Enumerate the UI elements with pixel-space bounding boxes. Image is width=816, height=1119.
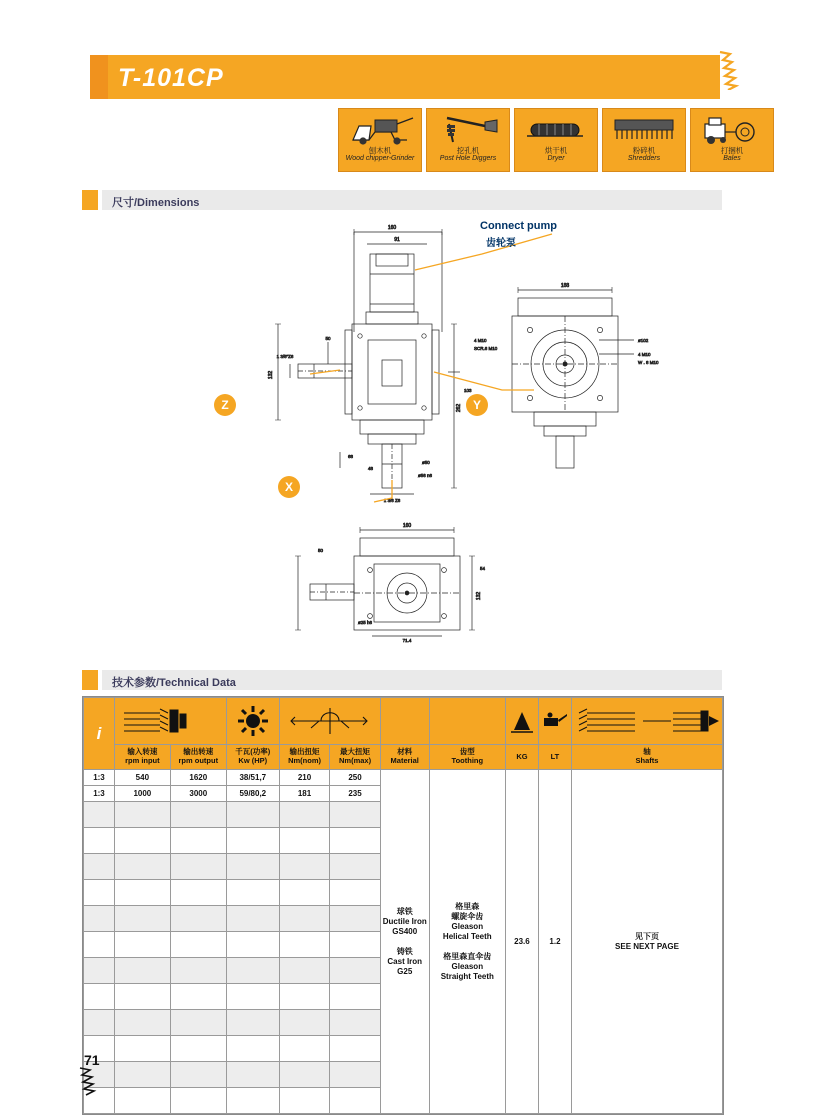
header-toothing-en: Toothing bbox=[451, 756, 484, 765]
title-accent-block bbox=[90, 55, 108, 99]
toothing-line-6: Gleason bbox=[451, 961, 484, 971]
shaft-badge-y: Y bbox=[466, 394, 488, 416]
svg-text:262: 262 bbox=[456, 403, 462, 413]
material-line-1: 球铁 bbox=[396, 906, 413, 916]
svg-text:71.4: 71.4 bbox=[402, 638, 412, 643]
application-label-en-0: Wood chipper-Grinder bbox=[345, 155, 415, 162]
svg-text:160: 160 bbox=[402, 523, 412, 529]
row-1-torque-nom: 181 bbox=[279, 786, 330, 802]
application-label-cn-1: 挖孔机 bbox=[456, 146, 480, 155]
application-label-cn-0: 刨木机 bbox=[368, 146, 392, 155]
speed-icon-cell bbox=[114, 698, 226, 745]
svg-text:50: 50 bbox=[318, 548, 324, 553]
model-title-bar bbox=[90, 55, 720, 99]
section-label-technical: 技术参数/Technical Data bbox=[112, 677, 236, 689]
table-label-header-row bbox=[84, 745, 723, 770]
info-symbol-cell: i bbox=[84, 698, 115, 770]
shafts-note-cn: 见下页 bbox=[634, 931, 659, 941]
material-line-4: 铸铁 bbox=[396, 946, 413, 956]
section-header-dimensions bbox=[82, 190, 722, 210]
row-1-rpm-output: 3000 bbox=[170, 786, 226, 802]
post-hole-digger-icon bbox=[427, 112, 509, 146]
header-power-en: Kw (HP) bbox=[238, 756, 268, 765]
svg-text:ø25 h6: ø25 h6 bbox=[358, 620, 373, 625]
svg-text:ø56 n6: ø56 n6 bbox=[418, 473, 433, 478]
header-power-cn: 千瓦(功率) bbox=[235, 747, 271, 757]
section-header-technical-data bbox=[82, 670, 722, 690]
header-torque-nom bbox=[279, 745, 330, 770]
svg-text:54: 54 bbox=[480, 566, 486, 571]
oil-icon-cell bbox=[538, 698, 571, 745]
svg-text:50: 50 bbox=[325, 336, 331, 341]
application-label-en-1: Post Hole Diggers bbox=[439, 155, 497, 162]
row-0-torque-max: 250 bbox=[330, 770, 381, 786]
shafts-cell bbox=[571, 770, 722, 1114]
svg-text:1 3/8 Z6: 1 3/8 Z6 bbox=[383, 498, 401, 503]
toothing-line-1: 格里森 bbox=[455, 901, 480, 911]
header-toothing bbox=[429, 745, 505, 770]
callout-connect-pump-en: Connect pump bbox=[480, 220, 557, 232]
shredder-icon bbox=[603, 112, 685, 146]
oil-capacity-cell: 1.2 bbox=[538, 770, 571, 1114]
toothing-line-4: Helical Teeth bbox=[442, 931, 492, 941]
toothing-line-5: 格里森直伞齿 bbox=[443, 951, 492, 961]
technical-data-table bbox=[83, 697, 723, 1114]
svg-text:W . 8 M10: W . 8 M10 bbox=[638, 360, 659, 365]
material-cell bbox=[380, 770, 429, 1114]
shaft-badge-x: X bbox=[278, 476, 300, 498]
header-torque-max bbox=[330, 745, 381, 770]
application-label-en-4: Bales bbox=[723, 155, 741, 162]
page-title: T-101CP bbox=[118, 64, 224, 92]
row-1-power: 59/80,2 bbox=[226, 786, 279, 802]
svg-text:160: 160 bbox=[387, 225, 397, 231]
material-line-2: Ductile Iron bbox=[382, 916, 427, 926]
header-shafts-cn: 轴 bbox=[643, 747, 651, 757]
toothing-icon-cell bbox=[429, 698, 505, 745]
row-1-torque-max: 235 bbox=[330, 786, 381, 802]
shaft-badge-z: Z bbox=[214, 394, 236, 416]
section-marker-technical bbox=[82, 670, 98, 690]
toothing-line-7: Straight Teeth bbox=[440, 971, 494, 981]
application-card-4 bbox=[690, 108, 774, 172]
svg-text:68: 68 bbox=[348, 454, 354, 459]
material-icon-cell bbox=[380, 698, 429, 745]
footer-saw-decoration-icon bbox=[78, 1066, 112, 1096]
svg-text:188: 188 bbox=[560, 283, 570, 289]
header-torque-max-en: Nm(max) bbox=[339, 756, 372, 765]
material-line-5: Cast Iron bbox=[387, 956, 423, 966]
row-0-power: 38/51,7 bbox=[226, 770, 279, 786]
material-line-6: G25 bbox=[397, 966, 413, 976]
application-icon-row bbox=[338, 108, 774, 172]
svg-text:48: 48 bbox=[368, 466, 374, 471]
header-rpm-input-cn: 输入转速 bbox=[127, 747, 158, 757]
material-line-3: GS400 bbox=[392, 926, 418, 936]
callout-connect-pump-cn: 齿轮泵 bbox=[486, 238, 516, 249]
row-0-ratio: 1:3 bbox=[84, 770, 115, 786]
technical-drawing-area bbox=[82, 212, 722, 662]
svg-text:ø50: ø50 bbox=[422, 460, 430, 465]
header-toothing-cn: 齿型 bbox=[459, 747, 475, 757]
header-material-cn: 材料 bbox=[397, 747, 413, 757]
row-1-rpm-input: 1000 bbox=[114, 786, 170, 802]
row-0-rpm-output: 1620 bbox=[170, 770, 226, 786]
weight-icon-cell bbox=[505, 698, 538, 745]
application-label-cn-4: 打捆机 bbox=[720, 146, 744, 155]
application-label-cn-3: 粉碎机 bbox=[632, 146, 656, 155]
toothing-line-3: Gleason bbox=[451, 921, 484, 931]
header-lt: LT bbox=[538, 745, 571, 770]
svg-text:132: 132 bbox=[268, 370, 274, 380]
header-rpm-input-en: rpm input bbox=[125, 756, 160, 765]
section-marker-dimensions bbox=[82, 190, 98, 210]
svg-text:ø102: ø102 bbox=[638, 338, 649, 343]
header-material-en: Material bbox=[390, 756, 419, 765]
shafts-note-en: SEE NEXT PAGE bbox=[615, 941, 679, 951]
application-label-en-3: Shredders bbox=[627, 155, 661, 162]
dryer-icon bbox=[515, 112, 597, 146]
baler-icon bbox=[691, 112, 773, 146]
svg-text:SCR.6 M10: SCR.6 M10 bbox=[474, 346, 498, 351]
toothing-cell bbox=[429, 770, 505, 1114]
application-label-cn-2: 烘干机 bbox=[544, 146, 568, 155]
application-card-2 bbox=[514, 108, 598, 172]
torque-icon-cell bbox=[279, 698, 380, 745]
wood-chipper-icon bbox=[339, 112, 421, 146]
svg-text:103: 103 bbox=[464, 388, 472, 393]
header-rpm-output bbox=[170, 745, 226, 770]
row-0-torque-nom: 210 bbox=[279, 770, 330, 786]
row-0-rpm-input: 540 bbox=[114, 770, 170, 786]
table-icon-header-row bbox=[84, 698, 723, 745]
saw-blade-decoration-icon bbox=[718, 50, 748, 90]
svg-text:91: 91 bbox=[394, 237, 400, 243]
header-material bbox=[380, 745, 429, 770]
gearbox-drawing-svg bbox=[82, 212, 722, 662]
application-card-3 bbox=[602, 108, 686, 172]
header-torque-nom-cn: 输出扭矩 bbox=[289, 747, 320, 757]
svg-text:4 M10: 4 M10 bbox=[638, 352, 651, 357]
header-power bbox=[226, 745, 279, 770]
application-label-en-2: Dryer bbox=[547, 155, 565, 162]
header-torque-max-cn: 最大扭矩 bbox=[340, 747, 371, 757]
header-shafts bbox=[571, 745, 722, 770]
header-rpm-output-cn: 输出转速 bbox=[183, 747, 214, 757]
header-rpm-output-en: rpm output bbox=[178, 756, 219, 765]
table-row bbox=[84, 770, 723, 786]
svg-text:4 M10: 4 M10 bbox=[474, 338, 487, 343]
toothing-line-2: 螺旋伞齿 bbox=[451, 911, 484, 921]
header-rpm-input bbox=[114, 745, 170, 770]
page-number: 71 bbox=[84, 1052, 100, 1068]
technical-data-table-wrapper bbox=[82, 696, 724, 1115]
header-torque-nom-en: Nm(nom) bbox=[288, 756, 321, 765]
svg-text:1 3/8"Z6: 1 3/8"Z6 bbox=[276, 354, 294, 359]
shafts-icon-cell bbox=[571, 698, 722, 745]
power-icon-cell bbox=[226, 698, 279, 745]
application-card-1 bbox=[426, 108, 510, 172]
header-kg: KG bbox=[505, 745, 538, 770]
header-shafts-en: Shafts bbox=[635, 756, 659, 765]
row-1-ratio: 1:3 bbox=[84, 786, 115, 802]
section-label-dimensions: 尺寸/Dimensions bbox=[112, 197, 200, 209]
weight-cell: 23.6 bbox=[505, 770, 538, 1114]
svg-text:132: 132 bbox=[476, 591, 482, 601]
application-card-0 bbox=[338, 108, 422, 172]
